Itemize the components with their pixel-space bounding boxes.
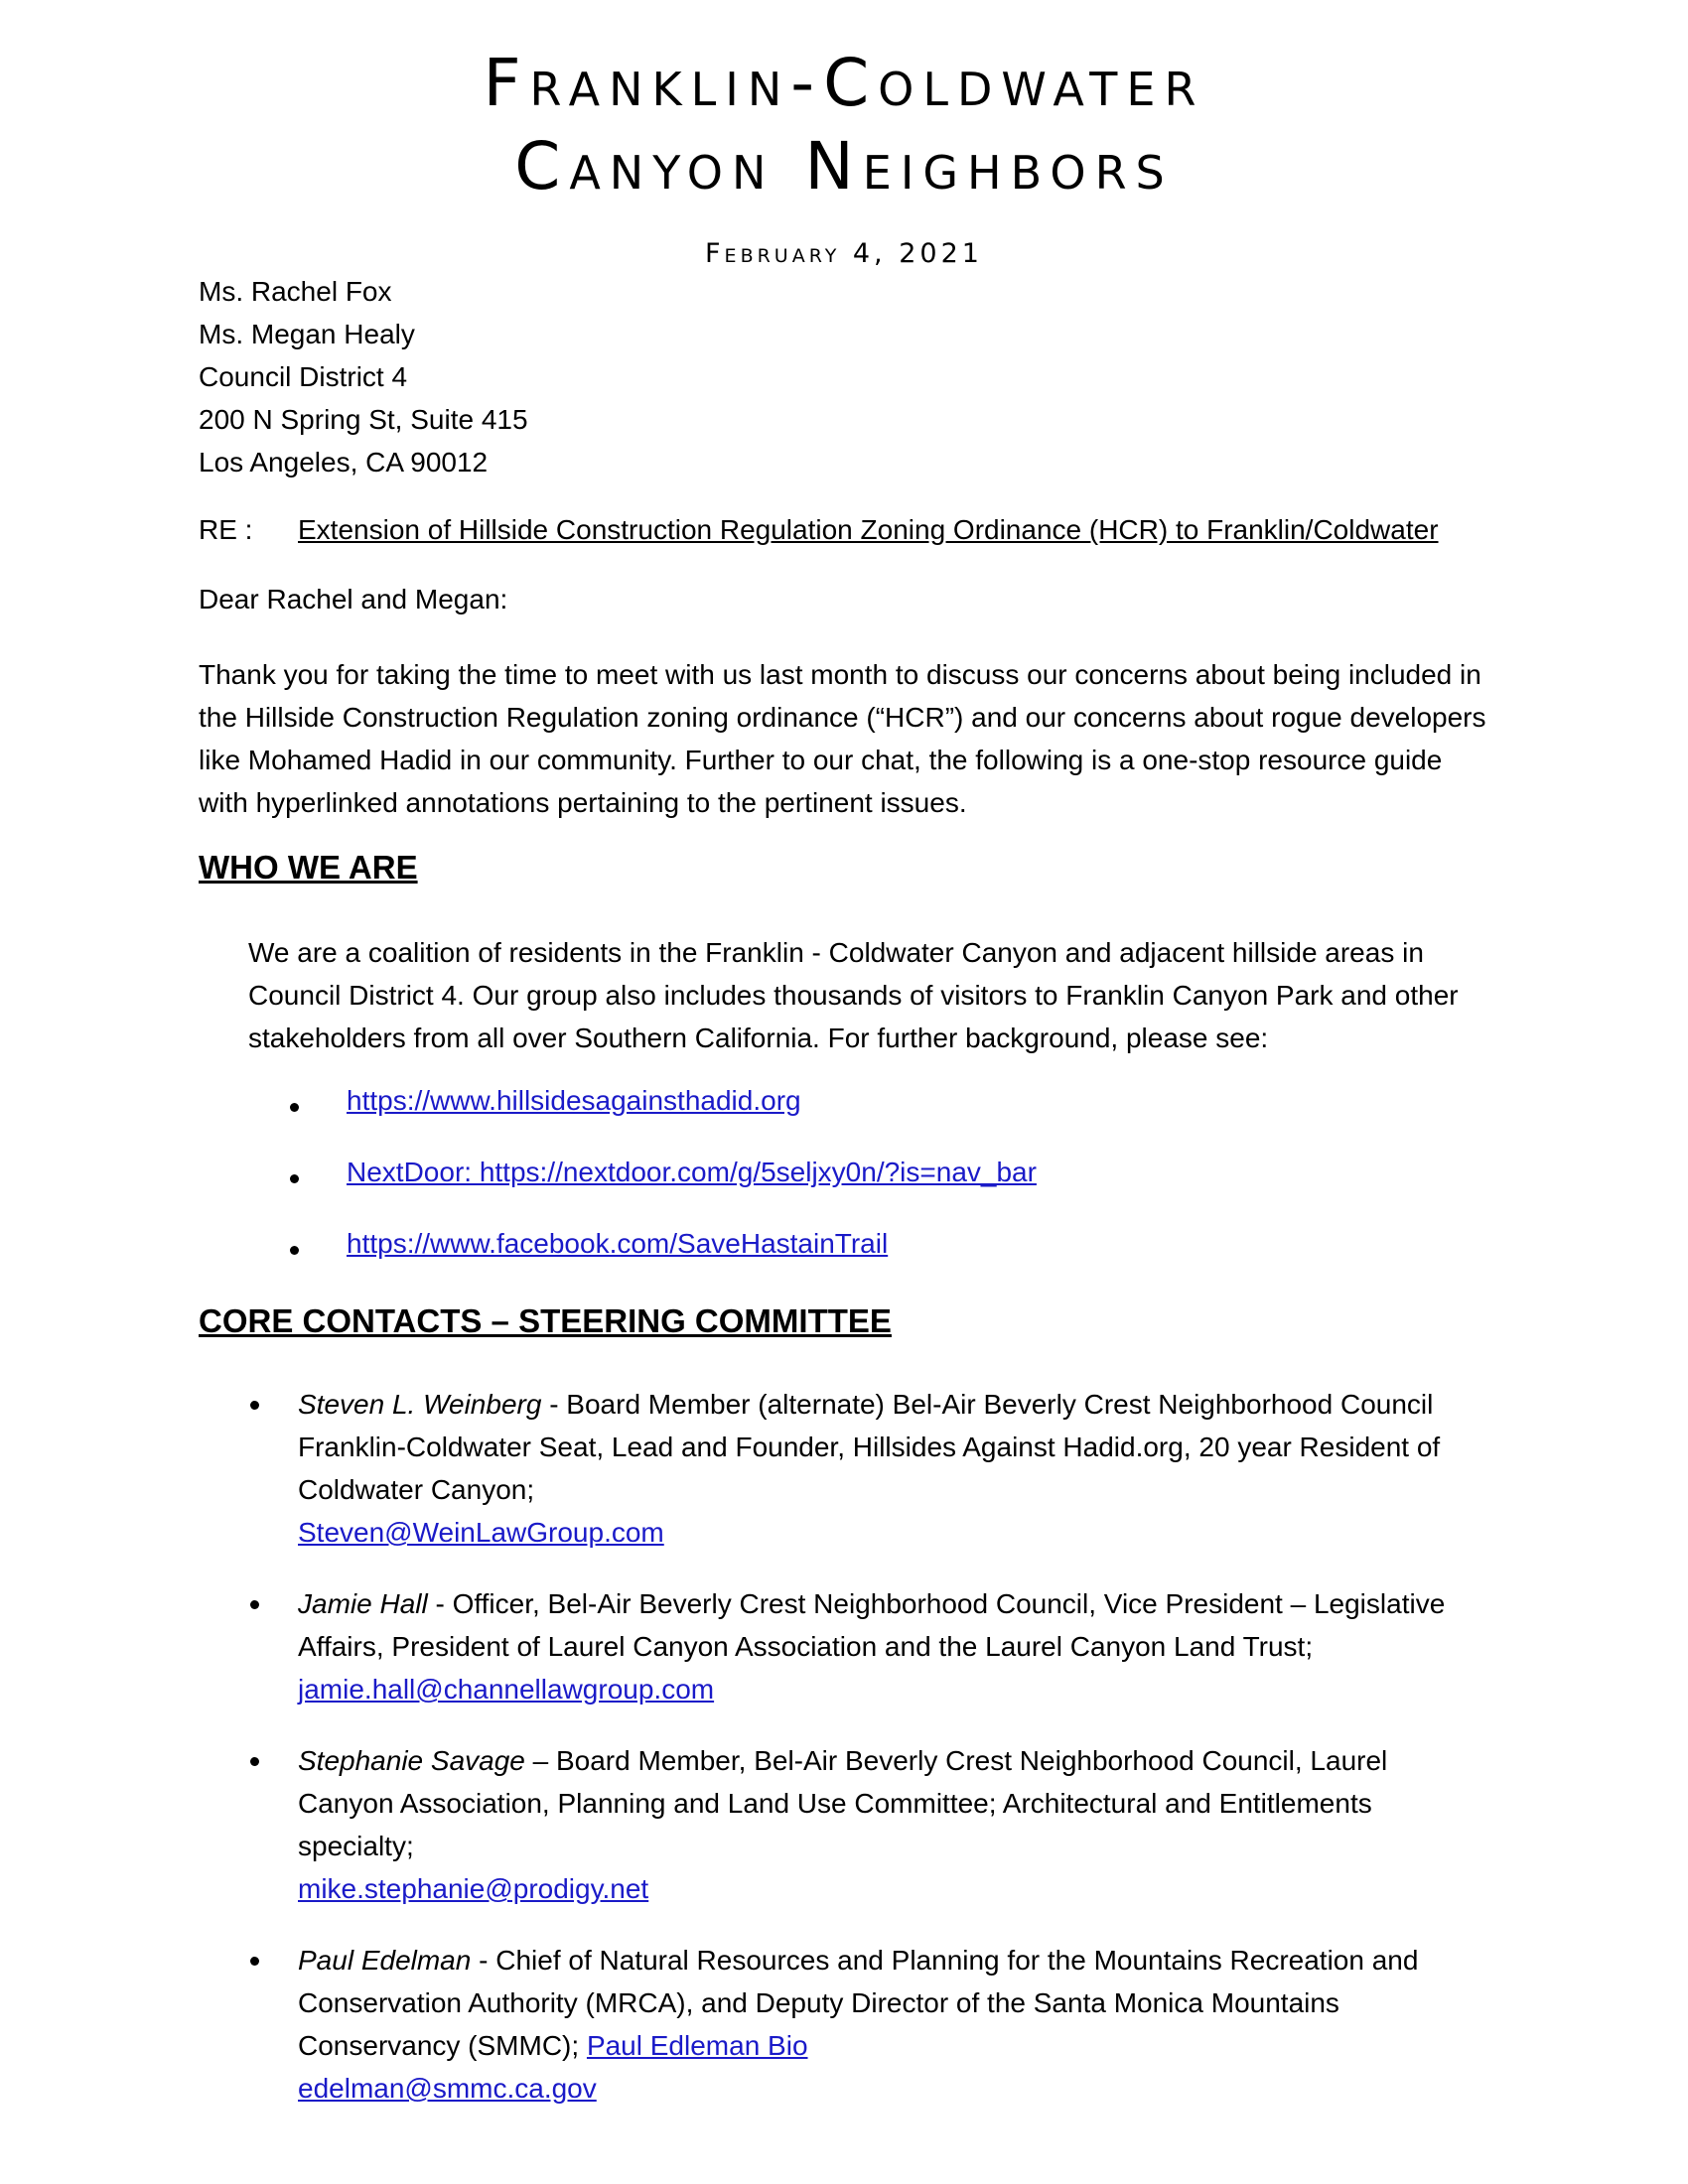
re-label: RE :	[199, 514, 253, 545]
re-line	[199, 514, 1439, 546]
link-hillsides-against-hadid[interactable]: https://www.hillsidesagainsthadid.org	[347, 1085, 801, 1116]
bio-link[interactable]: Paul Edleman Bio	[586, 2030, 808, 2061]
contact-item	[248, 1383, 1489, 1554]
address-line: 200 N Spring St, Suite 415	[199, 404, 528, 435]
contact-description: - Officer, Bel-Air Beverly Crest Neighborhood Council, Vice President – Legislative Affairs, President of Laurel Canyon Association and the Laurel Canyon Land Trust;	[298, 1588, 1446, 1662]
bullet-icon	[290, 1246, 299, 1255]
core-contacts-heading: CORE CONTACTS – STEERING COMMITTEE	[199, 1302, 892, 1339]
who-we-are-paragraph: We are a coalition of residents in the Franklin - Coldwater Canyon and adjacent hillside areas in Council District 4. Our group also includes thousands of visitors to Franklin Canyon Park and other stakeholders from all over Southern California. For further background, please see:	[248, 937, 1459, 1053]
contact-name: Stephanie Savage	[298, 1745, 525, 1776]
contact-description: - Chief of Natural Resources and Planning for the Mountains Recreation and Conservation Authority (MRCA), and Deputy Director of the Santa Monica Mountains Conservancy (SMMC);	[298, 1945, 1419, 2061]
letterhead-line-1: Franklin-Coldwater	[483, 45, 1205, 121]
greeting: Dear Rachel and Megan:	[199, 584, 508, 614]
re-subject: Extension of Hillside Construction Regulation Zoning Ordinance (HCR) to Franklin/Coldwater	[298, 514, 1439, 545]
address-line: Ms. Megan Healy	[199, 319, 415, 349]
contact-email-link[interactable]: mike.stephanie@prodigy.net	[298, 1873, 649, 1904]
letterhead-line-2: Canyon Neighbors	[514, 128, 1174, 205]
recipient-address	[199, 270, 528, 483]
contact-email-link[interactable]: Steven@WeinLawGroup.com	[298, 1517, 664, 1548]
bullet-icon	[290, 1174, 299, 1183]
contact-email-link[interactable]: edelman@smmc.ca.gov	[298, 2073, 597, 2104]
contact-item	[248, 1939, 1489, 2110]
contact-name: Paul Edelman	[298, 1945, 472, 1976]
intro-paragraph: Thank you for taking the time to meet with us last month to discuss our concerns about being included in the Hillside Construction Regulation zoning ordinance (“HCR”) and our concerns about rogue developers like Mohamed Hadid in our community. Further to our chat, the following is a one-stop resource guide with hyperlinked annotations pertaining to the pertinent issues.	[199, 659, 1486, 818]
contacts-list	[248, 1383, 1489, 2138]
letterhead	[0, 42, 1688, 208]
address-line: Los Angeles, CA 90012	[199, 447, 489, 478]
address-line: Ms. Rachel Fox	[199, 276, 392, 307]
contact-item	[248, 1582, 1489, 1710]
bullet-icon	[290, 1103, 299, 1112]
contact-name: Jamie Hall	[298, 1588, 428, 1619]
letter-date: February 4, 2021	[705, 238, 983, 269]
contact-name: Steven L. Weinberg	[298, 1389, 542, 1420]
bullet-icon	[250, 1757, 259, 1766]
contact-item	[248, 1739, 1489, 1910]
bullet-icon	[250, 1401, 259, 1410]
who-we-are-heading: WHO WE ARE	[199, 849, 418, 886]
contact-email-link[interactable]: jamie.hall@channellawgroup.com	[298, 1674, 715, 1705]
contact-description: – Board Member, Bel-Air Beverly Crest Neighborhood Council, Laurel Canyon Association, Planning and Land Use Committee; Architectural and Entitlements specialty;	[298, 1745, 1388, 1861]
contact-description: - Board Member (alternate) Bel-Air Beverly Crest Neighborhood Council Franklin-Coldwater Seat, Lead and Founder, Hillsides Against Hadid.org, 20 year Resident of Coldwater Canyon;	[298, 1389, 1441, 1505]
bullet-icon	[250, 1957, 259, 1966]
link-facebook[interactable]: https://www.facebook.com/SaveHastainTrail	[347, 1228, 889, 1259]
bullet-icon	[250, 1600, 259, 1609]
address-line: Council District 4	[199, 361, 408, 392]
link-nextdoor[interactable]: NextDoor: https://nextdoor.com/g/5seljxy0n/?is=nav_bar	[347, 1157, 1037, 1187]
